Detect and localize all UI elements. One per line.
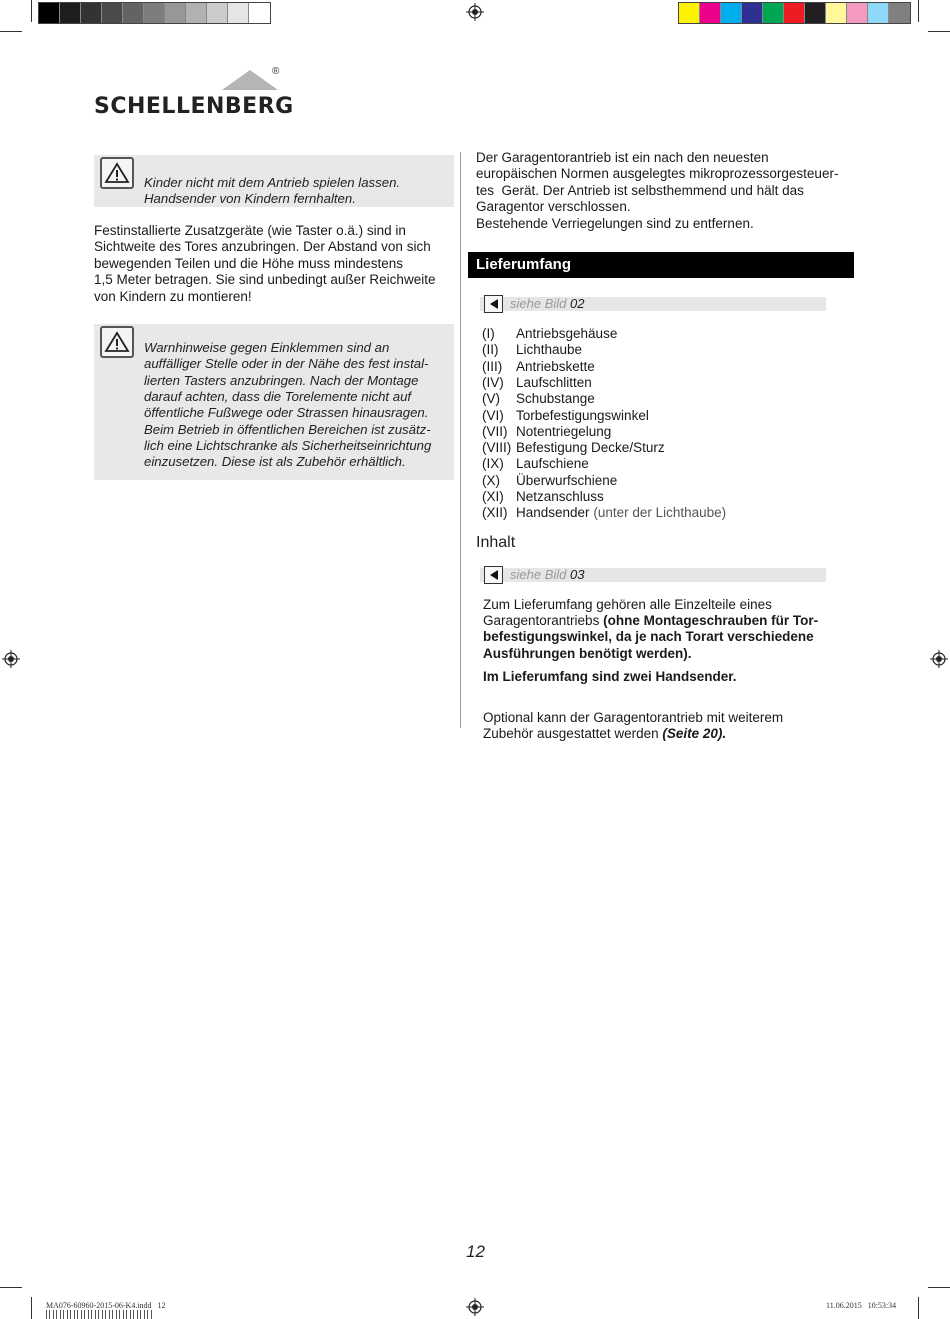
warning-box-children [94, 155, 454, 207]
text-line: Festinstallierte Zusatzgeräte (wie Taster o.ä.) sind in [94, 223, 406, 238]
crop-mark [918, 0, 919, 22]
warning-triangle-icon [100, 157, 134, 189]
color-swatch [60, 3, 81, 23]
handsender-note: Im Lieferumfang sind zwei Handsender. [483, 669, 737, 685]
warning-line: lierten Tasters anzubringen. Nach der Montage [144, 372, 419, 388]
figure-reference-label: siehe Bild [510, 296, 567, 312]
color-calibration-bar [678, 2, 911, 24]
part-number: (V) [482, 391, 500, 407]
text-bold: (ohne Montageschrauben für Tor- [603, 613, 819, 628]
back-arrow-icon [484, 566, 503, 584]
text-line: europäischen Normen ausgelegtes mikroprozessorgesteuer- [476, 166, 839, 182]
crop-mark [0, 31, 22, 32]
logo-text: SCHELLENBERG [94, 94, 294, 119]
text-line: Garagentor verschlossen. [476, 199, 631, 215]
warning-line: öffentliche Fußwege oder Strassen hinausragen. [144, 405, 429, 421]
figure-reference-label: siehe Bild [510, 566, 567, 582]
right-column [468, 150, 858, 742]
crop-mark [928, 1287, 950, 1288]
text-normal: Zubehör ausgestattet werden [483, 726, 663, 742]
back-arrow-icon [484, 295, 503, 313]
part-name: Schubstange [516, 391, 595, 407]
text-line: Sichtweite des Tores anzubringen. Der Abstand von sich [94, 239, 431, 255]
color-swatch [207, 3, 228, 23]
page-reference: (Seite 20). [662, 726, 727, 742]
warning-line: darauf achten, dass die Torelemente nicht auf [144, 388, 412, 404]
warning-line: Warnhinweise gegen Einklemmen sind an [144, 340, 390, 356]
list-item [482, 342, 858, 358]
part-number: (XII) [482, 505, 508, 521]
figure-reference-number: 03 [570, 566, 585, 582]
parts-list [482, 326, 858, 522]
text-line [483, 613, 858, 629]
part-name: Netzanschluss [516, 489, 604, 504]
part-name: Notentriegelung [516, 423, 612, 439]
list-item [482, 375, 858, 391]
crop-mark [31, 0, 32, 22]
list-item [482, 391, 858, 407]
color-swatch [889, 3, 910, 23]
color-swatch [826, 3, 847, 23]
warning-line: Handsender von Kindern fernhalten. [144, 191, 356, 207]
color-swatch [249, 3, 270, 23]
figure-reference [480, 297, 826, 311]
warning-triangle-icon [100, 326, 134, 358]
part-name: Laufschiene [516, 456, 589, 472]
section-heading-lieferumfang: Lieferumfang [468, 252, 854, 278]
list-item [482, 456, 858, 472]
registration-mark-icon [466, 1298, 484, 1316]
registered-mark: ® [272, 66, 280, 77]
crop-mark [918, 1297, 919, 1319]
text-line: Der Garagentorantrieb ist ein nach den neuesten [476, 150, 769, 165]
logo-roof-icon [220, 68, 280, 92]
color-swatch [868, 3, 889, 23]
page-number: 12 [466, 1242, 485, 1261]
part-number: (X) [482, 472, 500, 488]
figure-reference-text [510, 567, 584, 583]
color-swatch [102, 3, 123, 23]
warning-line: einzusetzen. Diese ist als Zubehör erhältlich. [144, 454, 406, 470]
part-name: Laufschlitten [516, 374, 592, 390]
list-item [482, 473, 858, 489]
installation-paragraph [94, 223, 454, 305]
warning-box-clamping [94, 324, 454, 480]
part-name: Antriebskette [516, 358, 595, 374]
part-name: Überwurfschiene [516, 472, 618, 488]
part-name: Lichthaube [516, 342, 583, 358]
optional-paragraph [483, 710, 858, 743]
gray-calibration-bar [38, 2, 271, 24]
figure-reference [480, 568, 826, 582]
list-item [482, 505, 858, 521]
warning-line: auffälliger Stelle oder in der Nähe des fest instal- [144, 356, 429, 372]
color-swatch [228, 3, 249, 23]
part-number: (IX) [482, 456, 504, 472]
warning-line: Beim Betrieb in öffentlichen Bereichen ist zusätz- [144, 421, 431, 437]
color-swatch [679, 3, 700, 23]
column-divider [460, 152, 461, 728]
text-normal: Garagentorantriebs [483, 613, 604, 628]
part-number: (XI) [482, 489, 504, 504]
warning-text [94, 324, 454, 470]
warning-line: lich eine Lichtschranke als Sicherheitseinrichtung [144, 437, 432, 453]
color-swatch [763, 3, 784, 23]
file-slug: MA076-60960-2015-06-K4.indd 12 [46, 1301, 166, 1310]
registration-mark-icon [2, 650, 20, 668]
part-name: Handsender [516, 505, 590, 521]
part-number: (VIII) [482, 440, 512, 456]
barcode-icon [46, 1310, 154, 1319]
intro-paragraph [476, 150, 858, 232]
text-line: bewegenden Teilen und die Höhe muss mindestens [94, 255, 403, 271]
part-number: (I) [482, 326, 495, 342]
text-line: von Kindern zu montieren! [94, 288, 252, 304]
left-column [94, 155, 454, 480]
warning-line: Kinder nicht mit dem Antrieb spielen lassen. [144, 175, 401, 190]
text-line: Ausführungen benötigt werden). [483, 645, 692, 661]
color-swatch [742, 3, 763, 23]
part-number: (VI) [482, 407, 504, 423]
warning-text [94, 155, 454, 208]
subheading-inhalt: Inhalt [476, 533, 516, 551]
part-name: Torbefestigungswinkel [516, 407, 649, 423]
figure-reference-number: 02 [570, 296, 585, 312]
text-line: Zum Lieferumfang gehören alle Einzelteile eines [483, 596, 772, 612]
crop-mark [928, 31, 950, 32]
text-line [483, 726, 858, 742]
crop-mark [31, 1297, 32, 1319]
part-name: Befestigung Decke/Sturz [516, 440, 665, 456]
color-swatch [81, 3, 102, 23]
color-swatch [700, 3, 721, 23]
registration-mark-icon [930, 650, 948, 668]
list-item [482, 440, 858, 456]
color-swatch [784, 3, 805, 23]
text-line: tes Gerät. Der Antrieb ist selbsthemmend und hält das [476, 182, 804, 198]
text-line: Optional kann der Garagentorantrieb mit weiterem [483, 709, 784, 725]
crop-mark [0, 1287, 22, 1288]
color-swatch [721, 3, 742, 23]
color-swatch [186, 3, 207, 23]
part-number: (III) [482, 358, 503, 374]
color-swatch [805, 3, 826, 23]
part-note: (unter der Lichthaube) [593, 505, 727, 521]
list-item [482, 489, 858, 505]
list-item [482, 408, 858, 424]
part-number: (VII) [482, 423, 508, 439]
part-number: (II) [482, 342, 499, 358]
color-swatch [165, 3, 186, 23]
text-line: 1,5 Meter betragen. Sie sind unbedingt außer Reichweite [94, 272, 436, 288]
color-swatch [39, 3, 60, 23]
registration-mark-icon [466, 3, 484, 21]
text-line: befestigungswinkel, da je nach Torart verschiedene [483, 629, 814, 645]
figure-reference-text [510, 296, 584, 312]
color-swatch [847, 3, 868, 23]
part-number: (IV) [482, 374, 504, 390]
list-item [482, 424, 858, 440]
list-item [482, 326, 858, 342]
color-swatch [144, 3, 165, 23]
part-name: Antriebsgehäuse [516, 326, 618, 342]
schellenberg-logo [94, 64, 294, 120]
color-swatch [123, 3, 144, 23]
text-line: Bestehende Verriegelungen sind zu entfernen. [476, 215, 754, 231]
list-item [482, 359, 858, 375]
content-paragraph [483, 597, 858, 663]
date-slug: 11.06.2015 10:53:34 [826, 1301, 897, 1310]
